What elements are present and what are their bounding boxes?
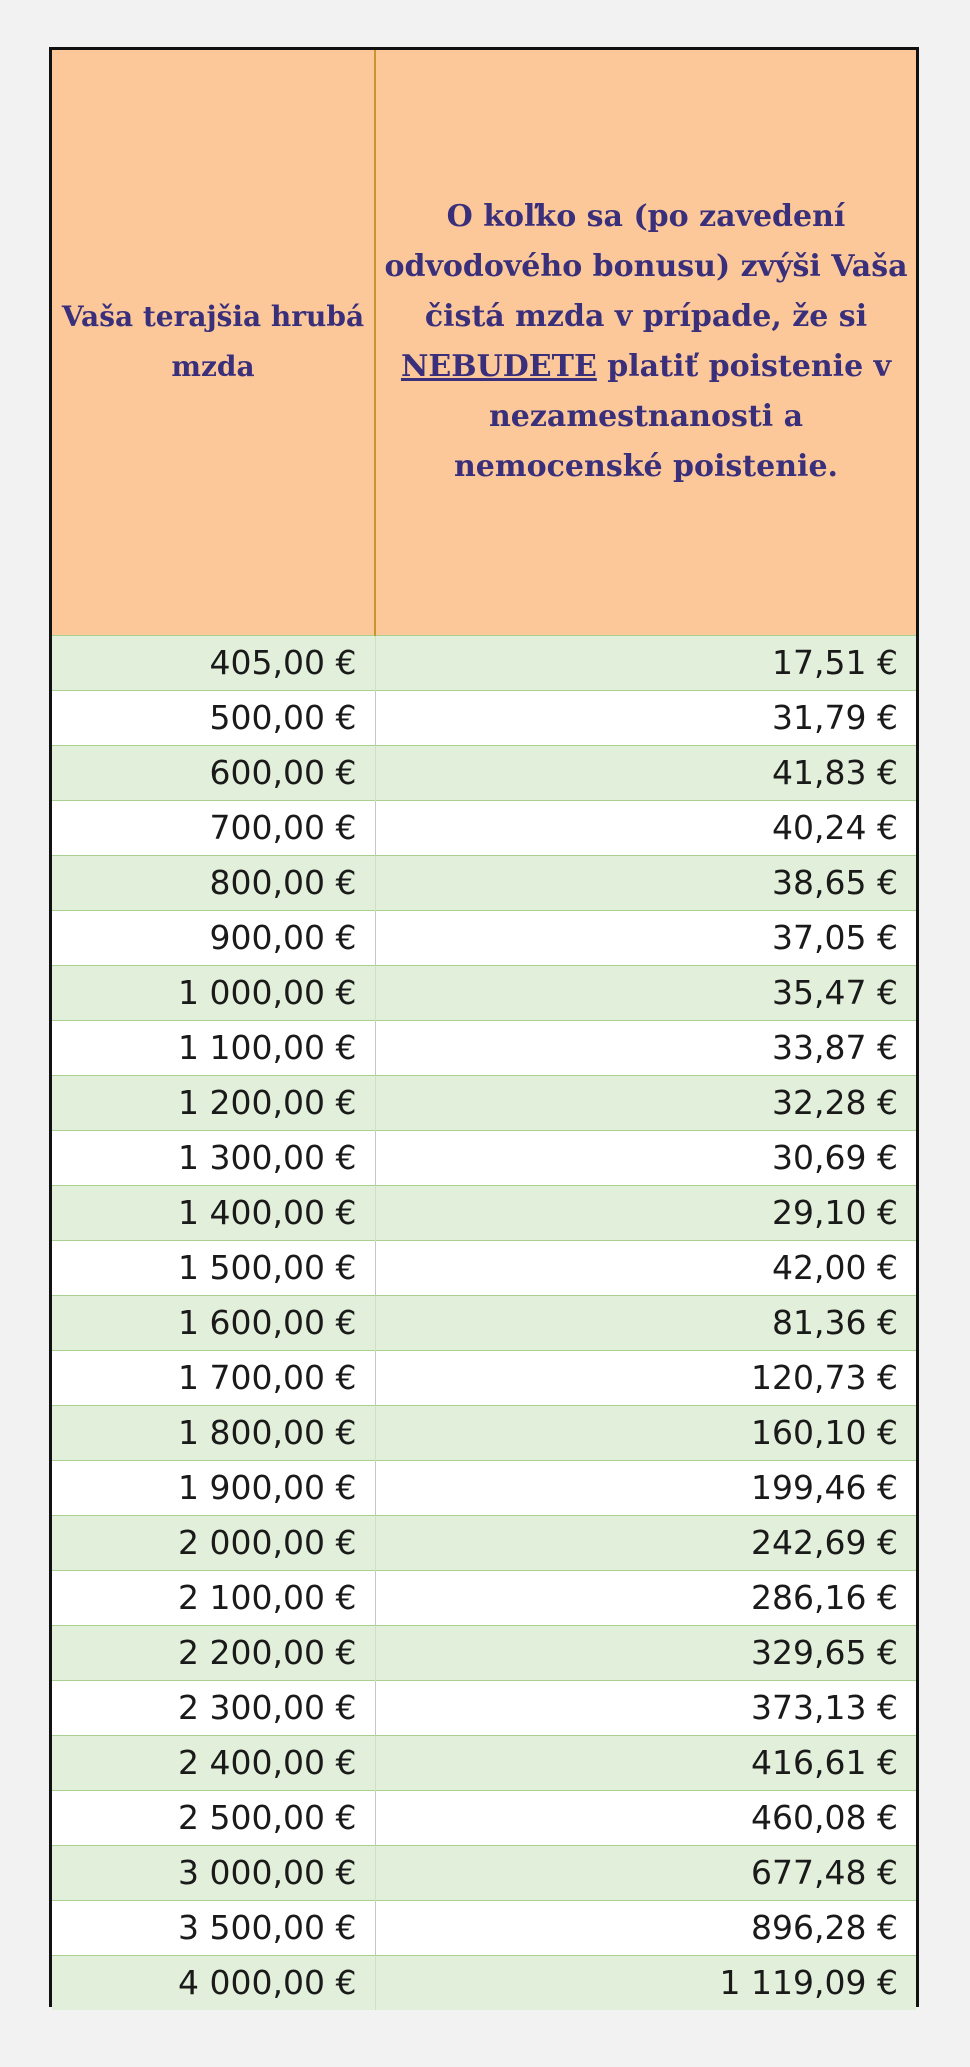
gross-wage-cell: 1 900,00 € — [52, 1460, 375, 1515]
net-increase-cell: 896,28 € — [375, 1900, 916, 1955]
gross-wage-cell: 600,00 € — [52, 745, 375, 800]
gross-wage-cell: 2 100,00 € — [52, 1570, 375, 1625]
net-increase-cell: 35,47 € — [375, 965, 916, 1020]
header-net-increase-text-before: O koľko sa (po zavedení odvodového bonusu) zvýši Vaša čistá mzda v prípade, že si — [384, 199, 908, 335]
gross-wage-cell: 500,00 € — [52, 690, 375, 745]
net-increase-cell: 30,69 € — [375, 1130, 916, 1185]
header-emphasis-nebudete: NEBUDETE — [400, 349, 597, 385]
gross-wage-cell: 1 400,00 € — [52, 1185, 375, 1240]
gross-wage-cell: 4 000,00 € — [52, 1955, 375, 2010]
table-row — [52, 1020, 916, 1075]
net-increase-cell: 286,16 € — [375, 1570, 916, 1625]
net-increase-cell: 31,79 € — [375, 690, 916, 745]
net-increase-cell: 41,83 € — [375, 745, 916, 800]
net-increase-cell: 160,10 € — [375, 1405, 916, 1460]
net-increase-cell: 373,13 € — [375, 1680, 916, 1735]
gross-wage-cell: 3 500,00 € — [52, 1900, 375, 1955]
table-row — [52, 1735, 916, 1790]
header-net-increase-text-after: platiť poistenie v nezamestnanosti a nemocenské poistenie. — [454, 349, 892, 485]
table-row — [52, 910, 916, 965]
table-body — [52, 635, 916, 2010]
gross-wage-cell: 2 300,00 € — [52, 1680, 375, 1735]
table-row — [52, 1955, 916, 2010]
gross-wage-cell: 700,00 € — [52, 800, 375, 855]
table-row — [52, 965, 916, 1020]
net-increase-cell: 242,69 € — [375, 1515, 916, 1570]
table-row — [52, 855, 916, 910]
net-increase-cell: 120,73 € — [375, 1350, 916, 1405]
net-increase-cell: 677,48 € — [375, 1845, 916, 1900]
table-row — [52, 1350, 916, 1405]
table-row — [52, 635, 916, 690]
table-row — [52, 690, 916, 745]
table-row — [52, 1570, 916, 1625]
table-row — [52, 1845, 916, 1900]
header-net-increase — [375, 50, 916, 635]
table-row — [52, 1185, 916, 1240]
table-row — [52, 1075, 916, 1130]
gross-wage-cell: 2 500,00 € — [52, 1790, 375, 1845]
table-row — [52, 1900, 916, 1955]
table-row — [52, 1240, 916, 1295]
gross-wage-cell: 3 000,00 € — [52, 1845, 375, 1900]
net-increase-cell: 460,08 € — [375, 1790, 916, 1845]
net-increase-cell: 1 119,09 € — [375, 1955, 916, 2010]
gross-wage-cell: 1 200,00 € — [52, 1075, 375, 1130]
net-increase-cell: 37,05 € — [375, 910, 916, 965]
net-increase-cell: 32,28 € — [375, 1075, 916, 1130]
table-row — [52, 1130, 916, 1185]
table-header-row — [52, 50, 916, 635]
net-increase-cell: 329,65 € — [375, 1625, 916, 1680]
gross-wage-cell: 405,00 € — [52, 635, 375, 690]
gross-wage-cell: 900,00 € — [52, 910, 375, 965]
gross-wage-cell: 2 000,00 € — [52, 1515, 375, 1570]
table-row — [52, 1790, 916, 1845]
wage-increase-table — [52, 50, 916, 2010]
table-row — [52, 745, 916, 800]
table-row — [52, 1680, 916, 1735]
net-increase-cell: 42,00 € — [375, 1240, 916, 1295]
net-increase-cell: 199,46 € — [375, 1460, 916, 1515]
net-increase-cell: 38,65 € — [375, 855, 916, 910]
table-row — [52, 1460, 916, 1515]
gross-wage-cell: 1 300,00 € — [52, 1130, 375, 1185]
net-increase-cell: 40,24 € — [375, 800, 916, 855]
wage-table-frame — [49, 47, 919, 2007]
table-row — [52, 1295, 916, 1350]
gross-wage-cell: 800,00 € — [52, 855, 375, 910]
gross-wage-cell: 1 100,00 € — [52, 1020, 375, 1075]
header-gross-wage: Vaša terajšia hrubá mzda — [52, 50, 375, 635]
net-increase-cell: 416,61 € — [375, 1735, 916, 1790]
table-row — [52, 1515, 916, 1570]
net-increase-cell: 17,51 € — [375, 635, 916, 690]
table-row — [52, 800, 916, 855]
gross-wage-cell: 2 400,00 € — [52, 1735, 375, 1790]
net-increase-cell: 29,10 € — [375, 1185, 916, 1240]
gross-wage-cell: 1 600,00 € — [52, 1295, 375, 1350]
gross-wage-cell: 1 000,00 € — [52, 965, 375, 1020]
net-increase-cell: 33,87 € — [375, 1020, 916, 1075]
table-row — [52, 1625, 916, 1680]
gross-wage-cell: 1 700,00 € — [52, 1350, 375, 1405]
gross-wage-cell: 1 800,00 € — [52, 1405, 375, 1460]
net-increase-cell: 81,36 € — [375, 1295, 916, 1350]
table-row — [52, 1405, 916, 1460]
gross-wage-cell: 2 200,00 € — [52, 1625, 375, 1680]
gross-wage-cell: 1 500,00 € — [52, 1240, 375, 1295]
